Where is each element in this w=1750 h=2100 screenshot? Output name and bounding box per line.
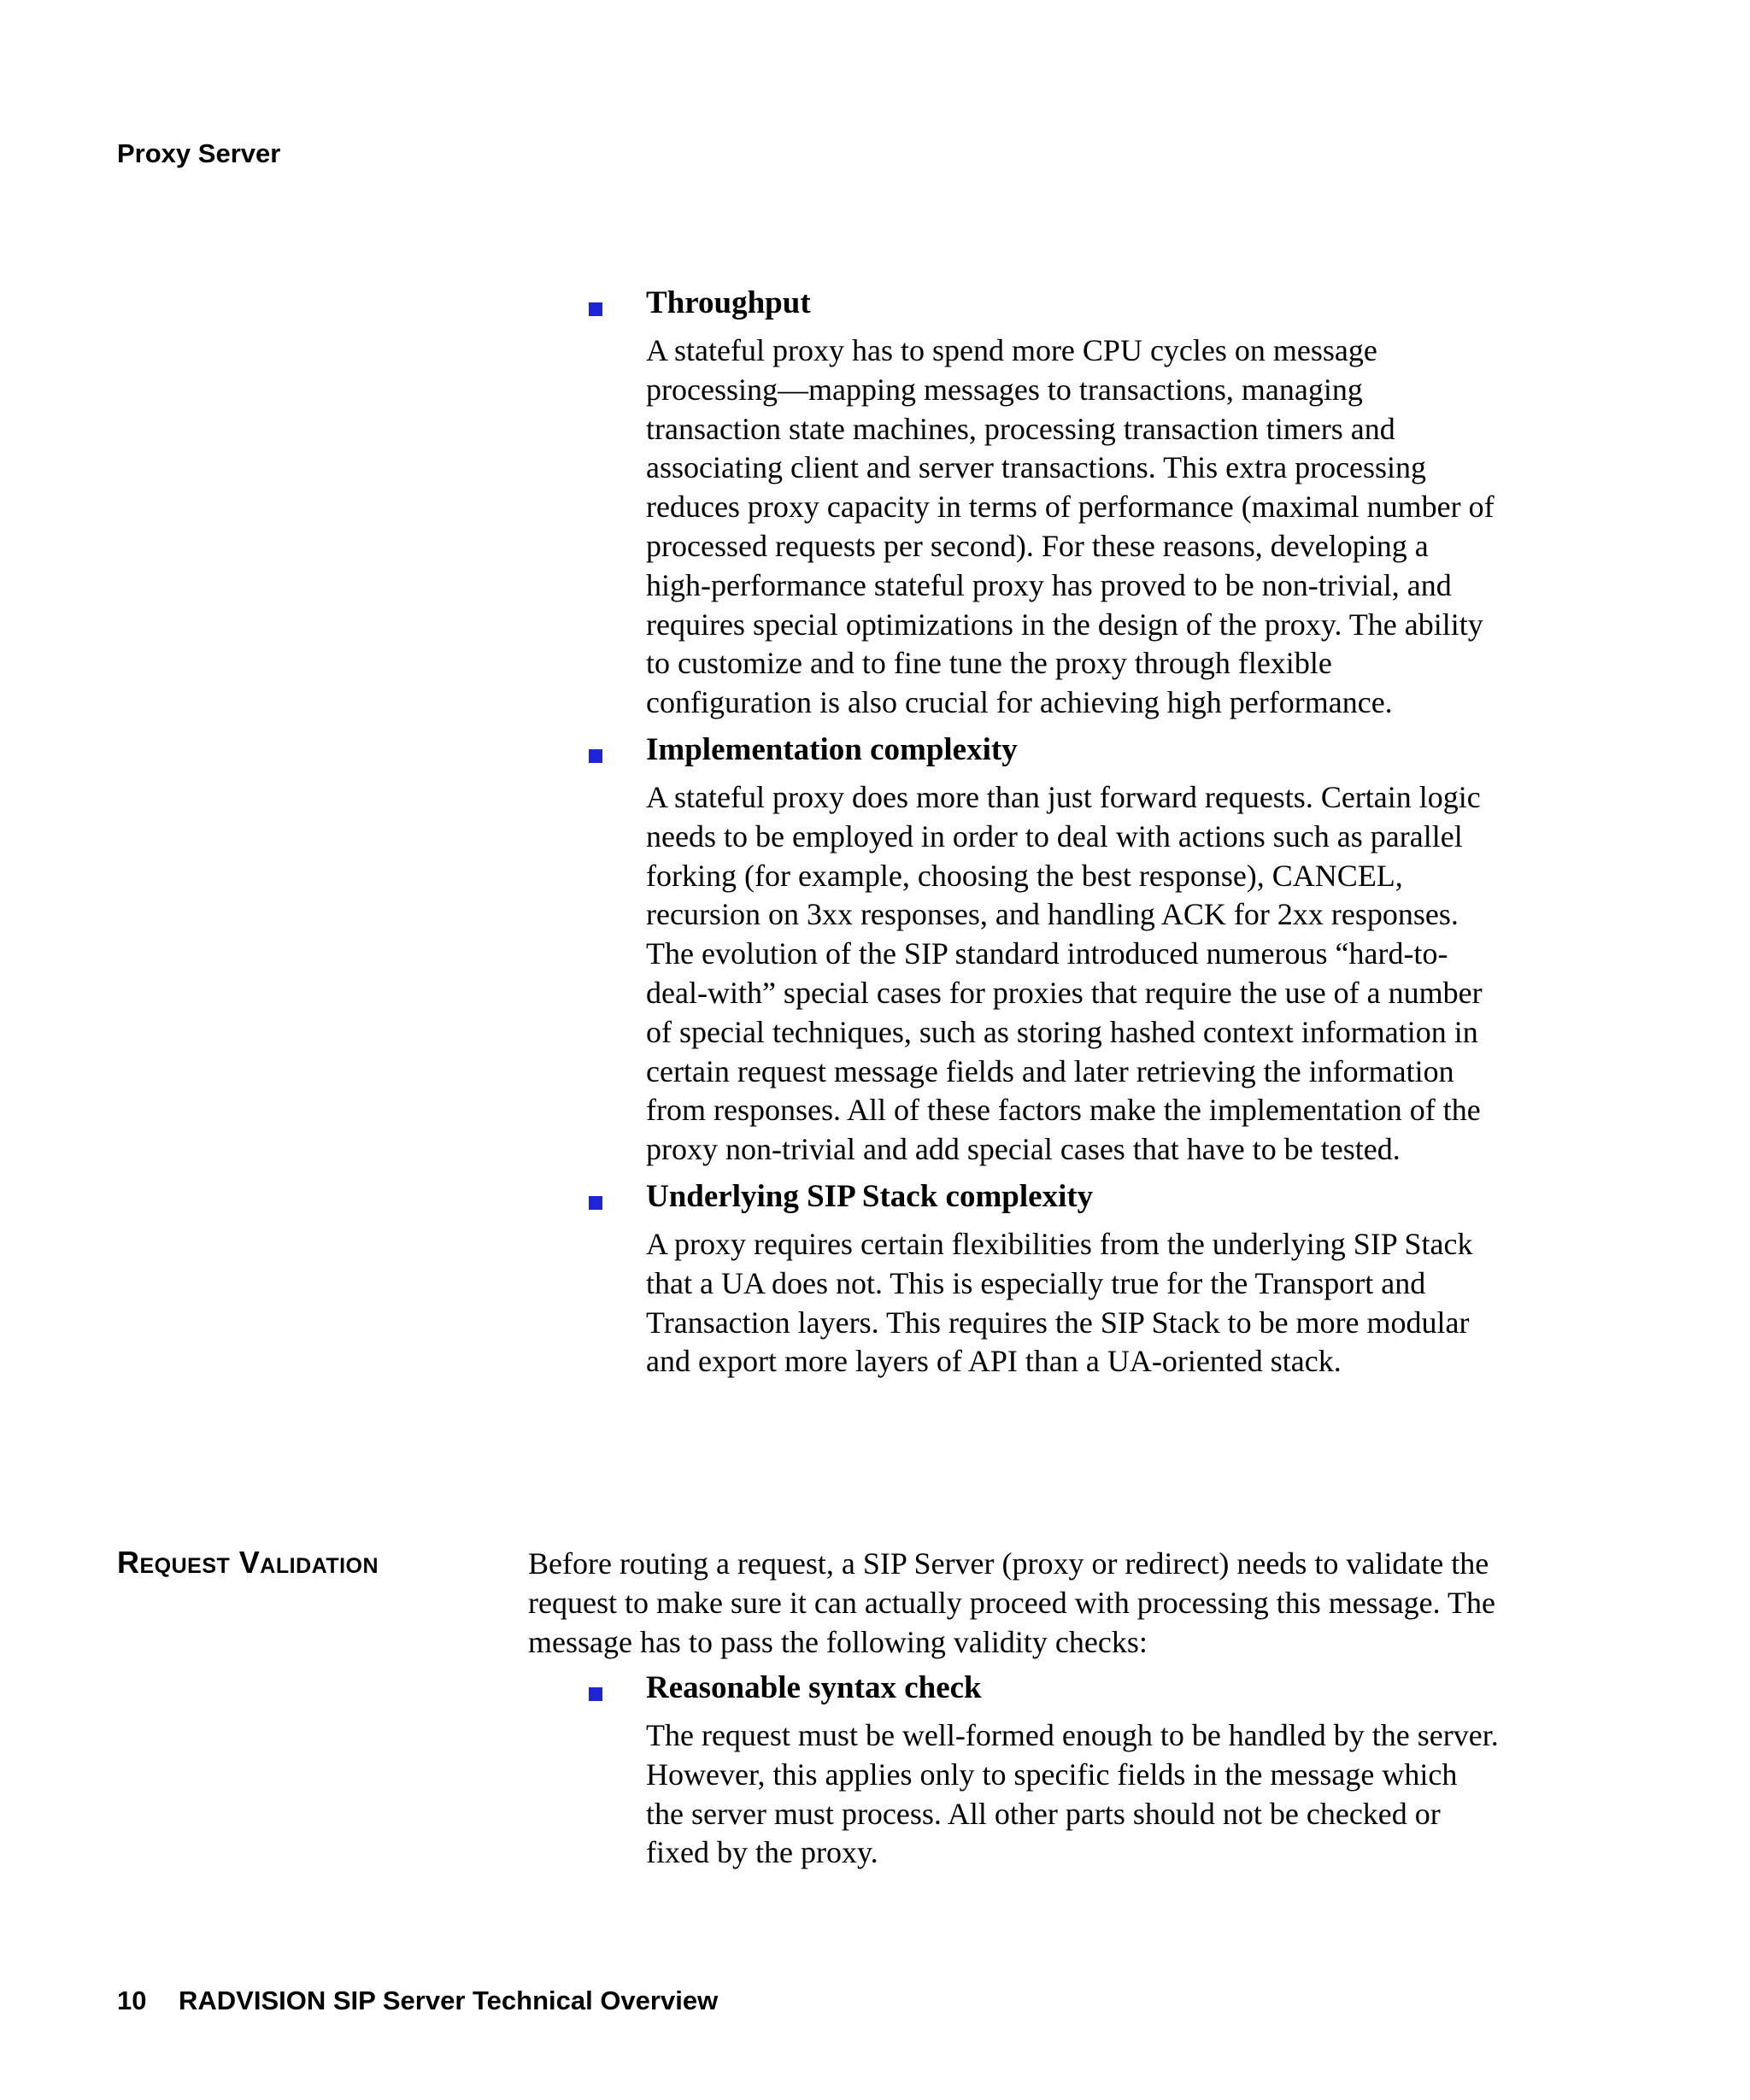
square-bullet-icon xyxy=(589,1196,602,1210)
page-number: 10 xyxy=(117,1986,147,2015)
section-intro: Before routing a request, a SIP Server (proxy or redirect) needs to validate the request to make sure it can actually proceed with processing this message. The message has to pass the following validity checks: xyxy=(528,1546,1495,1659)
document-title: RADVISION SIP Server Technical Overview xyxy=(179,1986,719,2015)
bullet-body: A stateful proxy has to spend more CPU cycles on message processing—mapping messages to transactions, managing transaction state machines, processing transaction timers and associating client and server transactions. This extra processing reduces proxy capacity in terms of performance (maximal number of processed requests per second). For these reasons, developing a high-performance stateful proxy has proved to be non-trivial, and requires special optimizations in the design of the proxy. The ability to customize and to fine tune the proxy through flexible configuration is also crucial for achieving high performance. xyxy=(646,333,1495,720)
square-bullet-icon xyxy=(589,749,602,763)
bullet-body: A stateful proxy does more than just forward requests. Certain logic needs to be employed in order to deal with actions such as parallel forking (for example, choosing the best response), CANCEL, recursion on 3xx responses, and handling ACK for 2xx responses. The evolution of the SIP standard introduced numerous “hard-to-deal-with” special cases for proxies that require the use of a number of special techniques, such as storing hashed context information in certain request message fields and later retrieving the information from responses. All of these factors make the implementation of the proxy non-trivial and add special cases that have to be tested. xyxy=(646,779,1483,1167)
bullet-list-proxy-concerns xyxy=(581,284,1495,1389)
square-bullet-icon xyxy=(589,1687,602,1701)
bullet-body: The request must be well-formed enough to be handled by the server. However, this applies only to specific fields in the message which the server must process. All other parts should not be checked or fixed by the proxy. xyxy=(646,1718,1499,1870)
section-heading: Request Validation xyxy=(117,1545,379,1580)
bullet-list-validity-checks xyxy=(581,1669,1499,1880)
bullet-title: Throughput xyxy=(646,285,811,320)
bullet-body: A proxy requires certain flexibilities from the underlying SIP Stack that a UA does not. This is especially true for the Transport and Transaction layers. This requires the SIP Stack to be more modular and export more layers of API than a UA-oriented stack. xyxy=(646,1226,1473,1379)
list-item xyxy=(581,284,1495,723)
running-header: Proxy Server xyxy=(117,138,281,168)
bullet-title: Implementation complexity xyxy=(646,731,1018,767)
bullet-title: Underlying SIP Stack complexity xyxy=(646,1178,1094,1214)
bullet-title: Reasonable syntax check xyxy=(646,1670,982,1705)
list-item xyxy=(581,1669,1499,1873)
page-footer xyxy=(117,1984,718,2018)
square-bullet-icon xyxy=(589,302,602,316)
list-item xyxy=(581,730,1487,1170)
list-item xyxy=(581,1177,1487,1381)
